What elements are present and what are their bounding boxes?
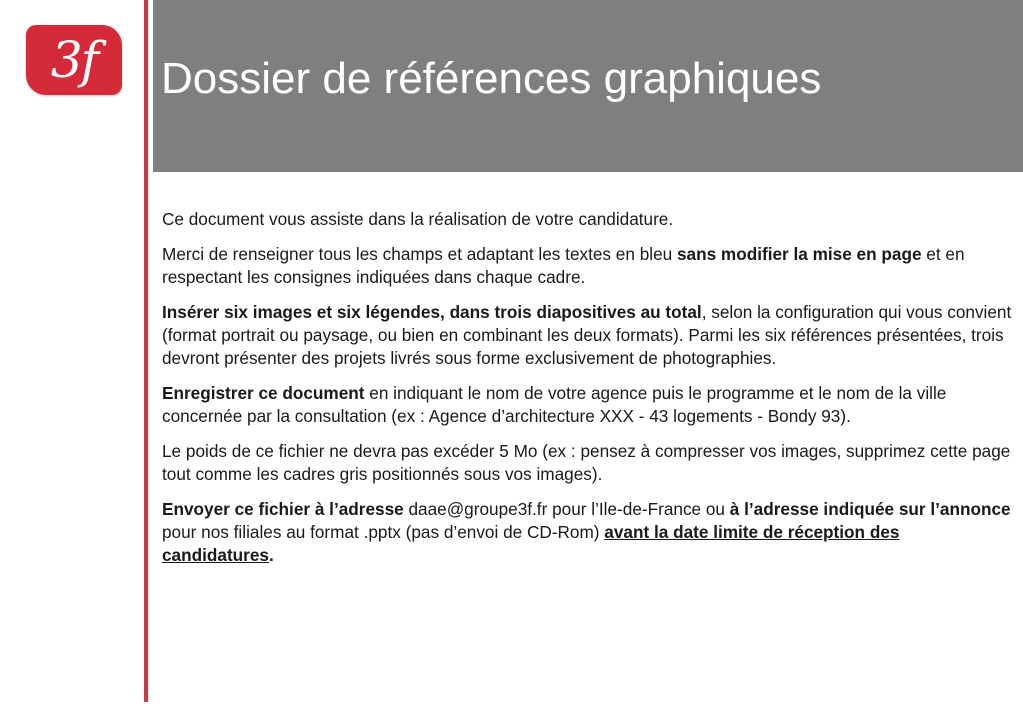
intro-text: Ce document vous assiste dans la réalisation de votre candidature. xyxy=(162,209,674,229)
fill-fields-text-end: et en respectant les consignes indiquées dans chaque cadre. xyxy=(162,244,965,287)
send-file-format-text: pour nos filiales au format .pptx (pas d’envoi de CD-Rom) xyxy=(162,522,605,542)
paragraph-intro xyxy=(162,208,1014,231)
deadline-bold-underlined: avant la date limite de réception des candidatures xyxy=(162,522,900,565)
save-document-bold: Enregistrer ce document xyxy=(162,383,365,403)
page-title: Dossier de références graphiques xyxy=(161,54,822,103)
instructions-body xyxy=(162,208,1014,579)
insert-images-text: , selon la configuration qui vous convient (format portrait ou paysage, ou bien en combinant les deux formats). Parmi les six références présentées, trois devront présenter des projets livrés sous forme exclusivement de photographies. xyxy=(162,302,1012,368)
save-document-text: en indiquant le nom de votre agence puis le programme et le nom de la ville concernée par la consultation (ex : Agence d’architecture XXX - 43 logements - Bondy 93). xyxy=(162,383,947,426)
paragraph-file-size xyxy=(162,440,1014,486)
deadline-period: . xyxy=(268,545,274,565)
insert-images-bold: Insérer six images et six légendes, dans trois diapositives au total xyxy=(162,302,702,322)
paragraph-fill-fields xyxy=(162,243,1014,289)
send-file-bold: Envoyer ce fichier à l’adresse xyxy=(162,499,404,519)
vertical-divider-shadow xyxy=(148,0,149,702)
fill-fields-bold: sans modifier la mise en page xyxy=(676,244,922,264)
paragraph-insert-images xyxy=(162,301,1014,370)
file-size-text: Le poids de ce fichier ne devra pas excéder 5 Mo (ex : pensez à compresser vos images, supprimez cette page tout comme les cadres gris positionnés sous vos images). xyxy=(162,441,1011,484)
paragraph-send-file xyxy=(162,498,1014,567)
title-banner xyxy=(153,0,1023,172)
fill-fields-text: Merci de renseigner tous les champs et adaptant les textes en bleu xyxy=(162,244,677,264)
send-file-email-text: daae@groupe3f.fr pour l’Ile-de-France ou xyxy=(403,499,730,519)
logo-text: 3f xyxy=(50,31,98,89)
send-file-address-bold: à l’adresse indiquée sur l’annonce xyxy=(729,499,1011,519)
brand-logo xyxy=(26,25,122,95)
paragraph-save-document xyxy=(162,382,1014,428)
